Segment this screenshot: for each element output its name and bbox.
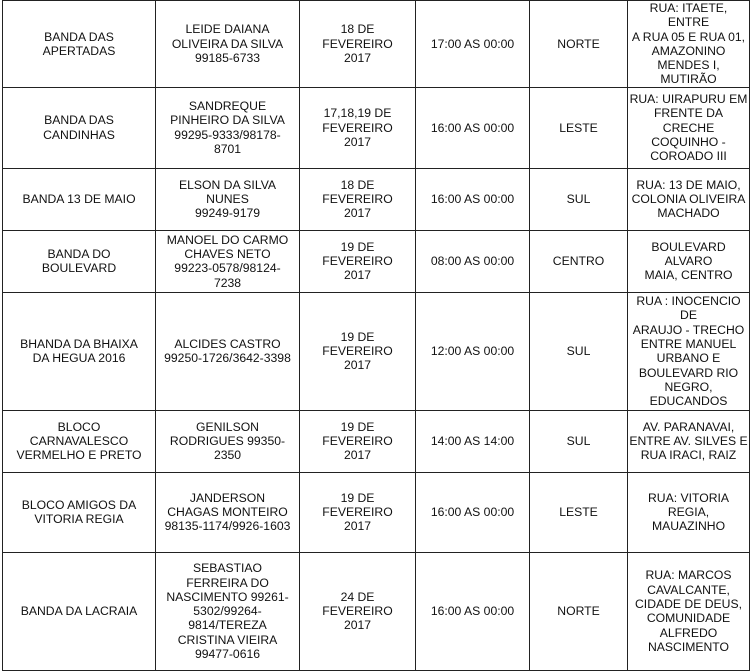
date-cell: 19 DE FEVEREIRO 2017 bbox=[300, 410, 416, 472]
date-cell: 19 DE FEVEREIRO 2017 bbox=[300, 472, 416, 552]
responsible-contact-cell: ALCIDES CASTRO 99250-1726/3642-3398 bbox=[156, 292, 300, 410]
location-cell: AV. PARANAVAI, ENTRE AV. SILVES E RUA IRACI, RAIZ bbox=[628, 410, 750, 472]
time-cell: 12:00 AS 00:00 bbox=[416, 292, 530, 410]
responsible-contact-cell: MANOEL DO CARMO CHAVES NETO 99223-0578/98124- 7238 bbox=[156, 230, 300, 292]
band-name-cell: BANDA 13 DE MAIO bbox=[3, 168, 156, 230]
location-cell: RUA: MARCOS CAVALCANTE, CIDADE DE DEUS, COMUNIDADE ALFREDO NASCIMENTO bbox=[628, 552, 750, 670]
location-cell: RUA : INOCENCIO DE ARAUJO - TRECHO ENTRE MANUEL URBANO E BOULEVARD RIO NEGRO, EDUCANDOS bbox=[628, 292, 750, 410]
zone-cell: SUL bbox=[530, 410, 628, 472]
carnival-schedule-table bbox=[2, 0, 750, 671]
responsible-contact-cell: ELSON DA SILVA NUNES 99249-9179 bbox=[156, 168, 300, 230]
time-cell: 08:00 AS 00:00 bbox=[416, 230, 530, 292]
zone-cell: LESTE bbox=[530, 472, 628, 552]
time-cell: 14:00 AS 14:00 bbox=[416, 410, 530, 472]
table-row bbox=[3, 230, 750, 292]
band-name-cell: BLOCO CARNAVALESCO VERMELHO E PRETO bbox=[3, 410, 156, 472]
time-cell: 16:00 AS 00:00 bbox=[416, 87, 530, 168]
location-cell: RUA: VITORIA REGIA, MAUAZINHO bbox=[628, 472, 750, 552]
zone-cell: SUL bbox=[530, 168, 628, 230]
band-name-cell: BLOCO AMIGOS DA VITORIA REGIA bbox=[3, 472, 156, 552]
band-name-cell: BANDA DAS APERTADAS bbox=[3, 1, 156, 88]
table-row bbox=[3, 552, 750, 670]
location-cell: RUA: ITAETE, ENTRE A RUA 05 E RUA 01, AMAZONINO MENDES I, MUTIRÃO bbox=[628, 1, 750, 88]
table-row bbox=[3, 168, 750, 230]
location-cell: BOULEVARD ALVARO MAIA, CENTRO bbox=[628, 230, 750, 292]
responsible-contact-cell: SANDREQUE PINHEIRO DA SILVA 99295-9333/98178- 8701 bbox=[156, 87, 300, 168]
band-name-cell: BANDA DO BOULEVARD bbox=[3, 230, 156, 292]
responsible-contact-cell: SEBASTIAO FERREIRA DO NASCIMENTO 99261- 5302/99264- 9814/TEREZA CRISTINA VIEIRA 99477-0616 bbox=[156, 552, 300, 670]
responsible-contact-cell: JANDERSON CHAGAS MONTEIRO 98135-1174/9926-1603 bbox=[156, 472, 300, 552]
responsible-contact-cell: LEIDE DAIANA OLIVEIRA DA SILVA 99185-6733 bbox=[156, 1, 300, 88]
zone-cell: NORTE bbox=[530, 552, 628, 670]
zone-cell: CENTRO bbox=[530, 230, 628, 292]
date-cell: 18 DE FEVEREIRO 2017 bbox=[300, 168, 416, 230]
time-cell: 16:00 AS 00:00 bbox=[416, 472, 530, 552]
time-cell: 16:00 AS 00:00 bbox=[416, 168, 530, 230]
zone-cell: SUL bbox=[530, 292, 628, 410]
table-row bbox=[3, 292, 750, 410]
date-cell: 19 DE FEVEREIRO 2017 bbox=[300, 292, 416, 410]
table-row bbox=[3, 472, 750, 552]
time-cell: 16:00 AS 00:00 bbox=[416, 552, 530, 670]
band-name-cell: BHANDA DA BHAIXA DA HEGUA 2016 bbox=[3, 292, 156, 410]
zone-cell: NORTE bbox=[530, 1, 628, 88]
zone-cell: LESTE bbox=[530, 87, 628, 168]
location-cell: RUA: UIRAPURU EM FRENTE DA CRECHE COQUINHO - COROADO III bbox=[628, 87, 750, 168]
date-cell: 18 DE FEVEREIRO 2017 bbox=[300, 1, 416, 88]
table-row bbox=[3, 87, 750, 168]
table-row bbox=[3, 410, 750, 472]
band-name-cell: BANDA DA LACRAIA bbox=[3, 552, 156, 670]
date-cell: 19 DE FEVEREIRO 2017 bbox=[300, 230, 416, 292]
band-name-cell: BANDA DAS CANDINHAS bbox=[3, 87, 156, 168]
responsible-contact-cell: GENILSON RODRIGUES 99350- 2350 bbox=[156, 410, 300, 472]
date-cell: 24 DE FEVEREIRO 2017 bbox=[300, 552, 416, 670]
date-cell: 17,18,19 DE FEVEREIRO 2017 bbox=[300, 87, 416, 168]
time-cell: 17:00 AS 00:00 bbox=[416, 1, 530, 88]
location-cell: RUA: 13 DE MAIO, COLONIA OLIVEIRA MACHADO bbox=[628, 168, 750, 230]
table-row bbox=[3, 1, 750, 88]
